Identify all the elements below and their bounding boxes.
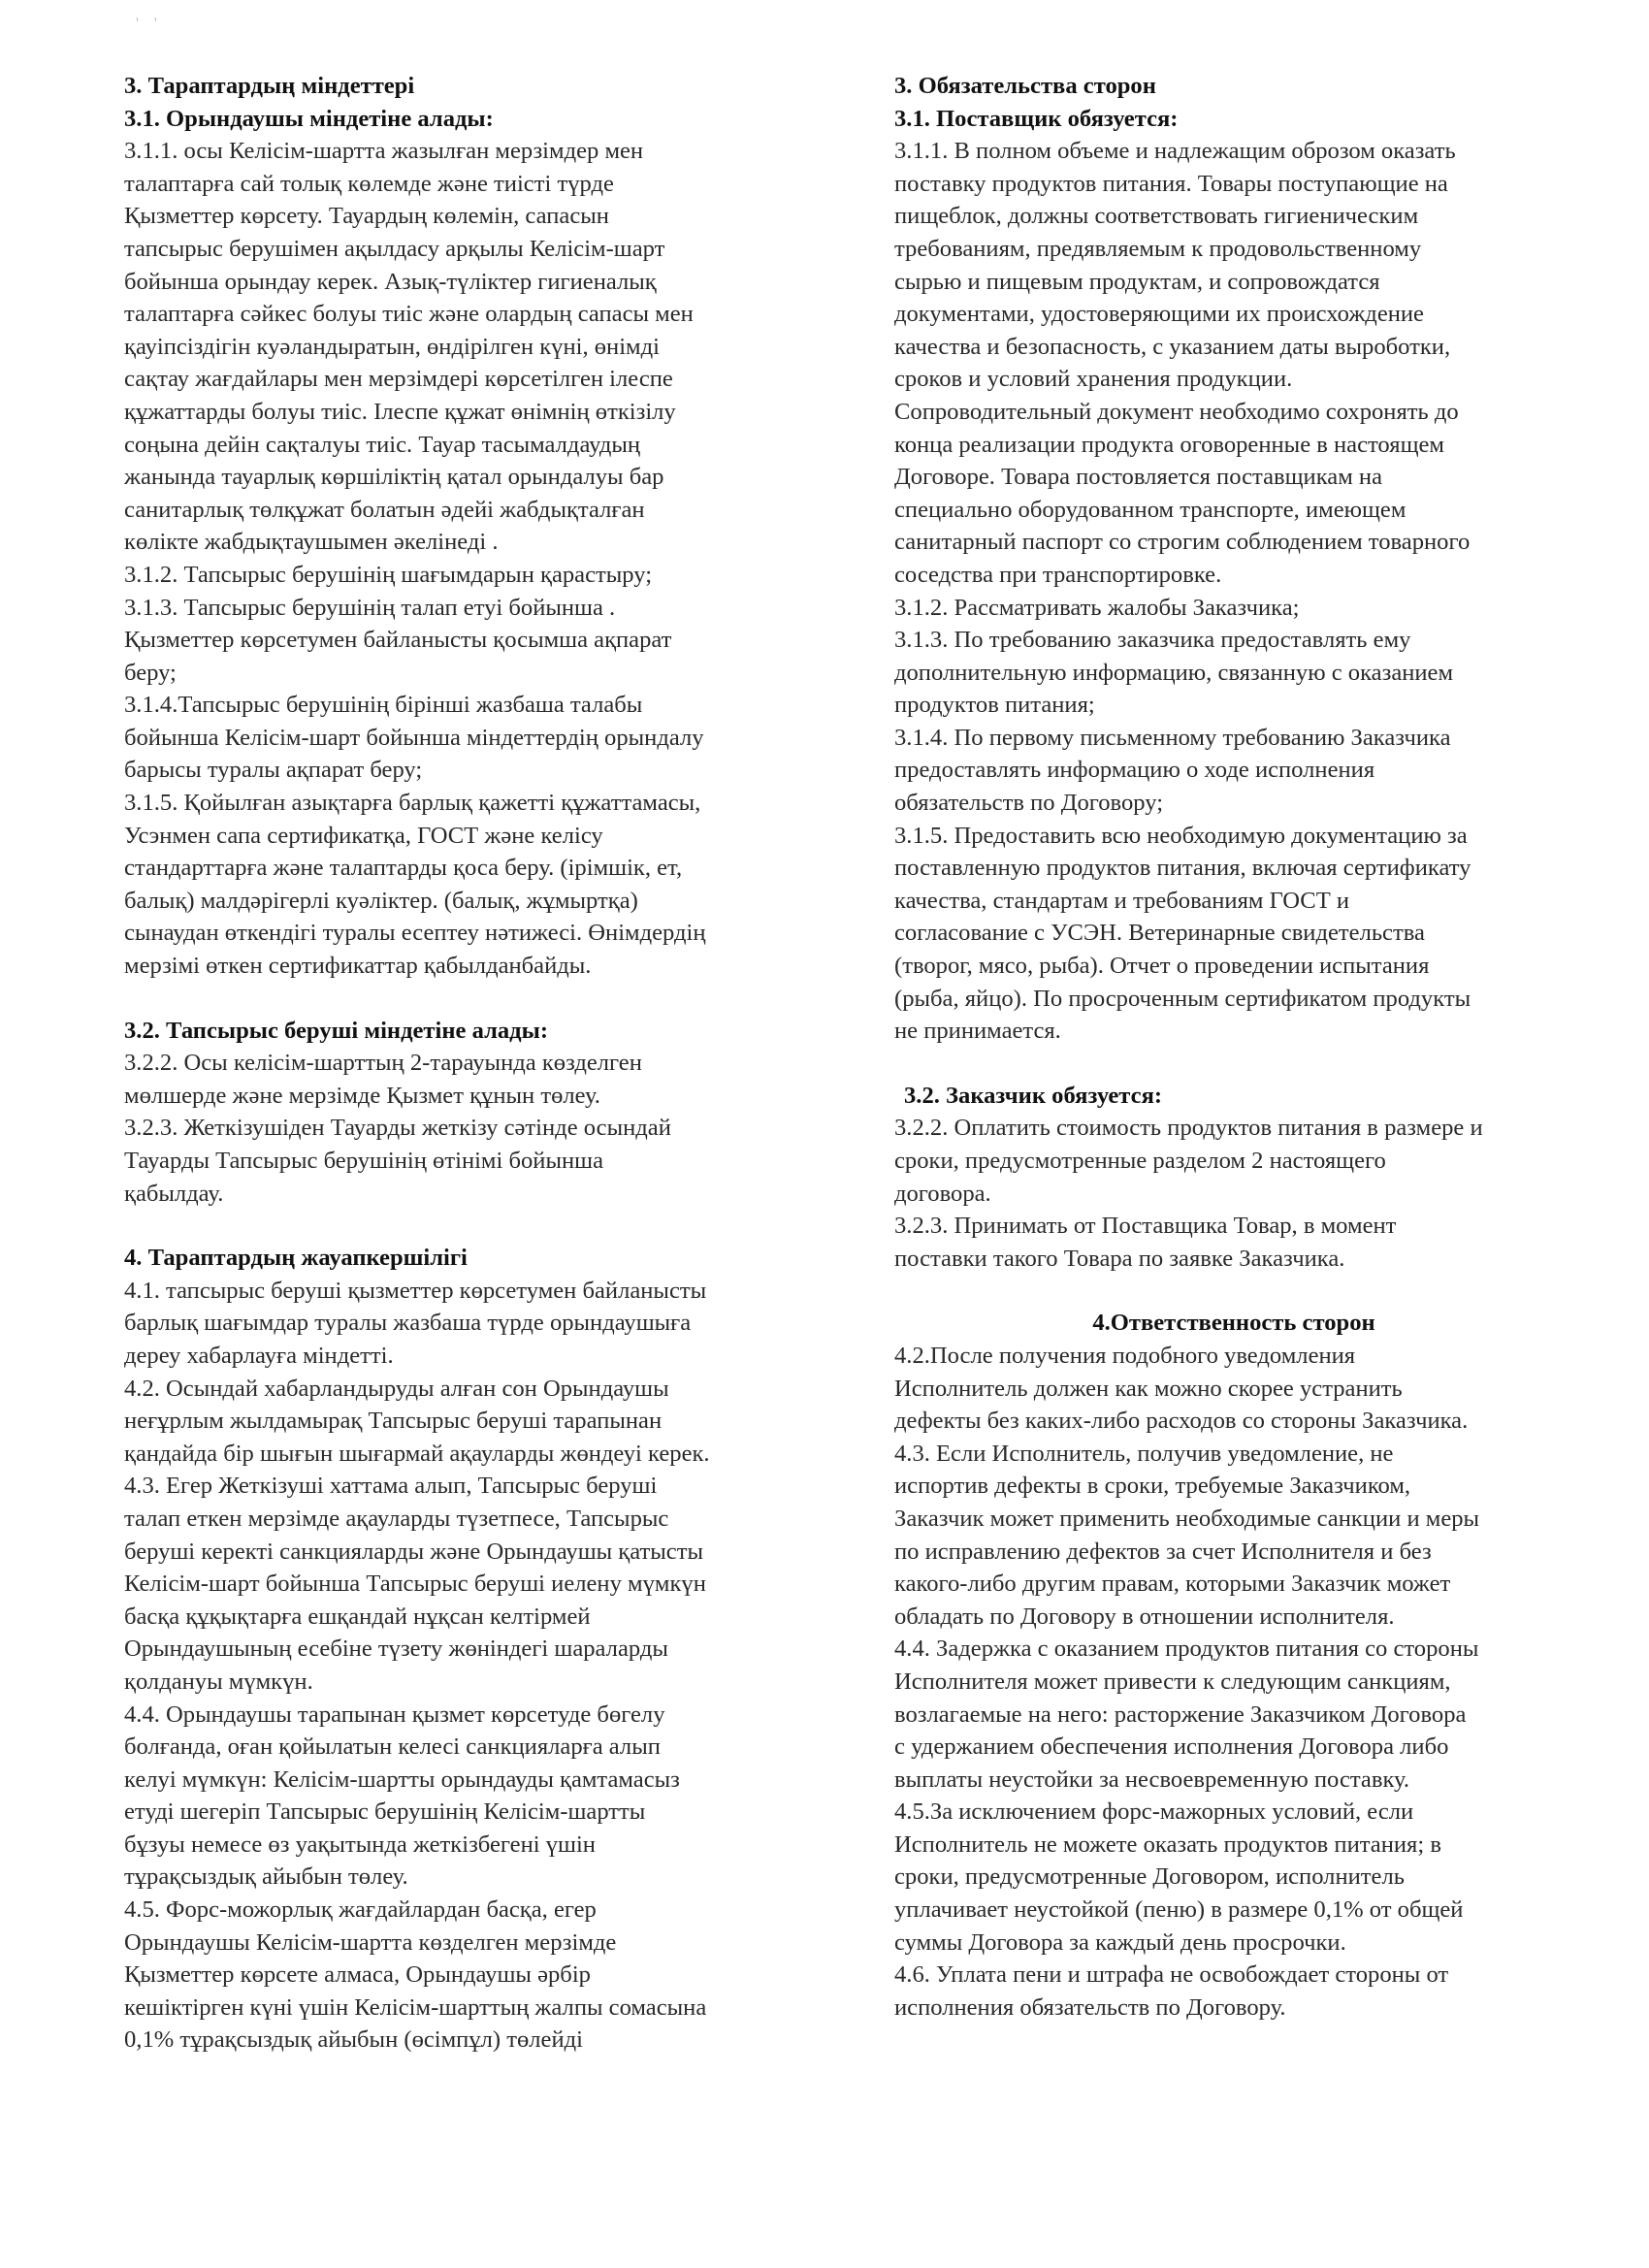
text-line: какого-либо другим правам, которыми Заказчик может [894, 1571, 1451, 1598]
text-line: документами, удостоверяющими их происхождение [894, 301, 1424, 328]
text-line: жанында тауарлық көршіліктің қатал орындалуы бар [124, 464, 664, 491]
text-line: соседства при транспортировке. [894, 561, 1222, 588]
text-line: качества, стандартам и требованиям ГОСТ и [894, 887, 1350, 914]
text-line: сақтау жағдайлары мен мерзімдері көрсетілген ілеспе [124, 366, 673, 393]
scan-mark: ' ' [136, 16, 163, 32]
text-line: беруші керекті санкцияларды және Орындаушы қатысты [124, 1538, 703, 1565]
text-line: құжаттарды болуы тиіс. Ілеспе құжат өнімнің өткізілу [124, 398, 676, 425]
text-line: требованиям, предявляемым к продовольственному [894, 235, 1422, 262]
text-line: Исполнителя может привести к следующим санкциям, [894, 1668, 1451, 1695]
text-line: Орындаушы Келісім-шартта көзделген мерзімде [124, 1928, 617, 1956]
text-line: тапсырыс берушімен ақылдасу арқылы Келісім-шарт [124, 235, 665, 262]
text-line: болғанда, оған қойылатын келесі санкцияларға алып [124, 1733, 661, 1761]
text-line: 4.3. Если Исполнитель, получив уведомление, не [894, 1440, 1394, 1467]
text-line: 3.1.3. По требованию заказчика предоставлять ему [894, 627, 1411, 654]
text-line: предоставлять информацию о ходе исполнения [894, 757, 1375, 784]
text-line: возлагаемые на него: расторжение Заказчиком Договора [894, 1701, 1467, 1728]
text-line: сырью и пищевым продуктам, и сопровождатся [894, 268, 1380, 295]
text-line: сроки, предусмотренные разделом 2 настоящего [894, 1148, 1386, 1174]
text-line: (творог, мясо, рыба). Отчет о проведении испытания [894, 953, 1430, 980]
text-line: соңына дейін сақталуы тиіс. Тауар тасымалдаудың [124, 431, 641, 458]
text-line: поставку продуктов питания. Товары поступающие на [894, 170, 1448, 197]
text-line: 3.2.2. Оплатить стоимость продуктов питания в размере и [894, 1115, 1483, 1142]
text-line: выплаты неустойки за несвоевременную поставку. [894, 1766, 1410, 1793]
section-3-1-body [124, 135, 803, 982]
text-line: бұзуы немесе өз уақытында жеткізбегені үшін [124, 1831, 596, 1858]
text-line: согласование с УСЭН. Ветеринарные свидетельства [894, 920, 1425, 947]
section-3-title: 3. Тараптардың міндеттері [124, 73, 415, 99]
text-line: исполнения обязательств по Договору. [894, 1993, 1286, 2021]
text-line: көлікте жабдықтаушымен әкелінеді . [124, 529, 499, 556]
text-line: сынаудан өткендігі туралы есептеу нәтижесі. Өнімдердің [124, 920, 706, 947]
text-line: продуктов питания; [894, 692, 1095, 719]
section-3-2-heading: 3.2. Заказчик обязуется: [904, 1082, 1163, 1109]
text-line: 3.1.3. Тапсырыс берушінің талап етуі бойынша . [124, 594, 616, 621]
section-3-2-heading: 3.2. Тапсырыс беруші міндетіне алады: [124, 1017, 549, 1044]
text-line: қабылдау. [124, 1180, 224, 1207]
text-line: Заказчик может применить необходимые санкции и меры [894, 1505, 1480, 1532]
text-line: мөлшерде және мерзімде Қызмет құнын төлеу. [124, 1082, 600, 1109]
text-line: кешіктірген күні үшін Келісім-шарттың жалпы сомасына [124, 1993, 707, 2021]
text-line: 4.6. Уплата пени и штрафа не освобождает стороны от [894, 1961, 1449, 1989]
text-line: санитарный паспорт со строгим соблюдением товарного [894, 529, 1471, 556]
text-line: 4.5.За исключением форс-мажорных условий, если [894, 1798, 1414, 1826]
text-line: не принимается. [894, 1018, 1061, 1045]
section-3-2-body [894, 1112, 1573, 1275]
section-3-1-heading: 3.1. Орындаушы міндетіне алады: [124, 105, 494, 132]
text-line: качества и безопасность, с указанием даты выроботки, [894, 333, 1451, 360]
text-line: талап еткен мерзімде ақауларды түзетпесе, Тапсырыс [124, 1505, 669, 1532]
text-line: дефекты без каких-либо расходов со стороны Заказчика. [894, 1408, 1469, 1435]
text-line: 4.2. Осындай хабарландыруды алған сон Орындаушы [124, 1375, 669, 1402]
text-line: 3.2.2. Осы келісім-шарттың 2-тарауында көзделген [124, 1050, 642, 1077]
section-3-1-body [894, 135, 1573, 1048]
text-line: барысы туралы ақпарат беру; [124, 757, 423, 784]
section-4-body [894, 1340, 1573, 2024]
text-line: қандайда бір шығын шығармай ақауларды жөндеуі керек. [124, 1440, 710, 1467]
text-line: санитарлық төлқұжат болатын әдейі жабдықталған [124, 496, 645, 523]
text-line: қауіпсіздігін куәландыратын, өндірілген күні, өнімді [124, 333, 660, 360]
text-line: поставки такого Товара по заявке Заказчика. [894, 1245, 1345, 1272]
text-line: Тауарды Тапсырыс берушінің өтінімі бойынша [124, 1148, 603, 1174]
text-line: конца реализации продукта оговоренные в настоящем [894, 431, 1444, 458]
text-line: (рыба, яйцо). По просроченным сертификатом продукты [894, 985, 1471, 1012]
text-line: 3.1.4.Тапсырыс берушінің бірінші жазбаша талабы [124, 692, 643, 719]
text-line: пищеблок, должны соответствовать гигиеническим [894, 203, 1419, 230]
text-line: балық) малдәрігерлі куәліктер. (балық, жұмыртқа) [124, 887, 638, 914]
text-line: специально оборудованном транспорте, имеющем [894, 496, 1406, 523]
text-line: 4.5. Форс-можорлық жағдайлардан басқа, егер [124, 1896, 597, 1924]
text-line: уплачивает неустойкой (пеню) в размере 0,1% от общей [894, 1896, 1464, 1924]
text-line: 4.1. тапсырыс беруші қызметтер көрсетумен байланысты [124, 1277, 707, 1304]
text-line: 4.4. Задержка с оказанием продуктов питания со стороны [894, 1636, 1479, 1663]
text-line: 3.2.3. Принимать от Поставщика Товар, в момент [894, 1213, 1397, 1240]
text-line: Келісім-шарт бойынша Тапсырыс беруші иелену мүмкүн [124, 1571, 706, 1598]
text-line: по исправлению дефектов за счет Исполнителя и без [894, 1538, 1432, 1565]
text-line: стандарттарға және талаптарды қоса беру. (ірімшік, ет, [124, 855, 683, 882]
text-line: дополнительную информацию, связанную с оказанием [894, 659, 1454, 686]
text-line: 3.1.1. осы Келісім-шартта жазылған мерзімдер мен [124, 138, 644, 165]
text-line: 0,1% тұрақсыздық айыбын (өсімпұл) төлейді [124, 2026, 583, 2054]
text-line: сроков и условий хранения продукции. [894, 366, 1293, 393]
text-line: талаптарға сәйкес болуы тиіс және олардың сапасы мен [124, 301, 694, 328]
section-4-heading: 4. Тараптардың жауапкершілігі [124, 1245, 468, 1272]
text-line: сроки, предусмотренные Договором, исполнитель [894, 1863, 1405, 1891]
section-3-title: 3. Обязательства сторон [894, 73, 1156, 99]
section-4-heading: 4.Ответственность сторон [1092, 1310, 1375, 1337]
text-line: беру; [124, 659, 177, 686]
section-3-1-heading: 3.1. Поставщик обязуется: [894, 105, 1179, 132]
text-line: 3.1.5. Қойылған азықтарға барлық қажетті құжаттамасы, [124, 790, 701, 817]
text-line: 3.1.4. По первому письменному требованию Заказчика [894, 724, 1451, 751]
text-line: барлық шағымдар туралы жазбаша түрде орындаушыға [124, 1310, 692, 1337]
text-line: 3.1.5. Предоставить всю необходимую документацию за [894, 822, 1468, 849]
text-line: Қызметтер көрсетумен байланысты қосымша ақпарат [124, 627, 672, 654]
text-line: Усэнмен сапа сертификатқа, ГОСТ және келісу [124, 822, 603, 849]
text-line: Исполнитель не можете оказать продуктов питания; в [894, 1831, 1441, 1858]
text-line: поставленную продуктов питания, включая сертификату [894, 855, 1471, 882]
text-line: обладать по Договору в отношении исполнителя. [894, 1603, 1395, 1630]
text-line: мерзімі өткен сертификаттар қабылданбайды. [124, 953, 592, 980]
text-line: бойынша орындау керек. Азық-түліктер гигиеналық [124, 268, 657, 295]
text-line: суммы Договора за каждый день просрочки. [894, 1928, 1346, 1956]
text-line: дереу хабарлауға міндетті. [124, 1342, 394, 1369]
text-line: 3.2.3. Жеткізушіден Тауарды жеткізу сәтінде осындай [124, 1115, 671, 1142]
text-line: етуді шегеріп Тапсырыс берушінің Келісім-шартты [124, 1798, 646, 1826]
kazakh-column [124, 70, 803, 2057]
text-line: обязательств по Договору; [894, 790, 1164, 817]
text-line: Сопроводительный документ необходимо сохронять до [894, 398, 1459, 425]
russian-column [894, 70, 1573, 2024]
text-line: келуі мүмкүн: Келісім-шартты орындауды қамтамасыз [124, 1766, 680, 1793]
text-line: Исполнитель должен как можно скорее устранить [894, 1375, 1403, 1402]
text-line: 3.1.1. В полном объеме и надлежащим оброзом оказать [894, 138, 1456, 165]
text-line: Орындаушының есебіне түзету жөніндегі шараларды [124, 1636, 668, 1663]
text-line: Қызметтер көрсете алмаса, Орындаушы әрбір [124, 1961, 591, 1989]
text-line: тұрақсыздық айыбын төлеу. [124, 1863, 408, 1891]
text-line: қолдануы мүмкүн. [124, 1668, 313, 1695]
text-line: 4.2.После получения подобного уведомления [894, 1342, 1356, 1369]
text-line: 4.4. Орындаушы тарапынан қызмет көрсетуде бөгелу [124, 1701, 665, 1728]
text-line: 3.1.2. Тапсырыс берушінің шағымдарын қарастыру; [124, 561, 653, 588]
text-line: испортив дефекты в сроки, требуемые Заказчиком, [894, 1473, 1411, 1500]
text-line: 3.1.2. Рассматривать жалобы Заказчика; [894, 594, 1300, 621]
text-line: неғұрлым жылдамырақ Тапсырыс беруші тарапынан [124, 1408, 663, 1435]
text-line: 4.3. Егер Жеткізуші хаттама алып, Тапсырыс беруші [124, 1473, 658, 1500]
section-4-body [124, 1275, 803, 2057]
text-line: договора. [894, 1180, 991, 1207]
section-3-2-body [124, 1047, 803, 1210]
text-line: бойынша Келісім-шарт бойынша міндеттердің орындалу [124, 724, 704, 751]
text-line: Қызметтер көрсету. Тауардың көлемін, сапасын [124, 203, 609, 230]
text-line: талаптарға сай толық көлемде және тиісті түрде [124, 170, 614, 197]
text-line: басқа құқықтарға ешқандай нұқсан келтірмей [124, 1603, 591, 1630]
text-line: Договоре. Товара постовляется поставщикам на [894, 464, 1382, 491]
text-line: с удержанием обеспечения исполнения Договора либо [894, 1733, 1449, 1761]
